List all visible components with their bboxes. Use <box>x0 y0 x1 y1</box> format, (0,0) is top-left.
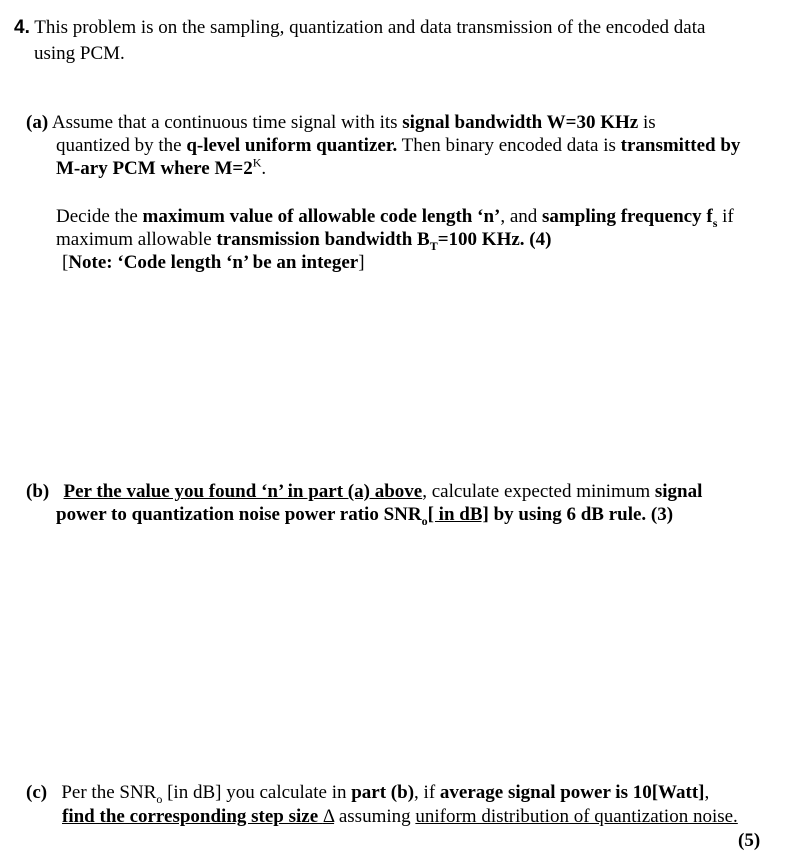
part-b-line1: (b) Per the value you found ‘n’ in part (a) above, calculate expected minimum signal <box>26 481 703 502</box>
question-number: 4. <box>14 17 30 38</box>
part-b-label: (b) <box>26 481 50 502</box>
part-a-line3: M-ary PCM where $M=2^K$. <box>56 155 267 179</box>
part-a-line2: quantized by the q-level uniform quantizer. Then binary encoded data is transmitted by <box>56 135 741 156</box>
question-4-header <box>14 16 705 39</box>
part-c-line1: (c) Per the $SNR_o$ [in dB] you calculate in part (b), if average signal power is 10[Watt], <box>26 782 710 806</box>
part-a-line1: (a) Assume that a continuous time signal with its signal bandwidth W=30 KHz is <box>26 112 656 133</box>
part-c-points: (5) <box>738 830 761 851</box>
part-c-label: (c) <box>26 782 48 803</box>
part-c-line2: find the corresponding step size Δ assuming uniform distribution of quantization noise. <box>62 806 738 827</box>
question-4-header-line2: using PCM. <box>34 43 125 64</box>
question-text: This problem is on the sampling, quantization and data transmission of the encoded data <box>29 17 706 38</box>
part-b-line2: power to quantization noise power ratio $SNR_o$[ in dB] by using 6 dB rule. (3) <box>56 504 674 528</box>
part-a-task-line2: maximum allowable transmission bandwidth $B_T=100$ KHz. (4) <box>56 229 552 253</box>
part-a-task-line1: Decide the maximum value of allowable code length ‘n’, and sampling frequency $f_s$ if <box>56 206 734 230</box>
part-a-label: (a) <box>26 112 49 133</box>
part-a-note: [Note: ‘Code length ‘n’ be an integer] <box>62 252 365 273</box>
